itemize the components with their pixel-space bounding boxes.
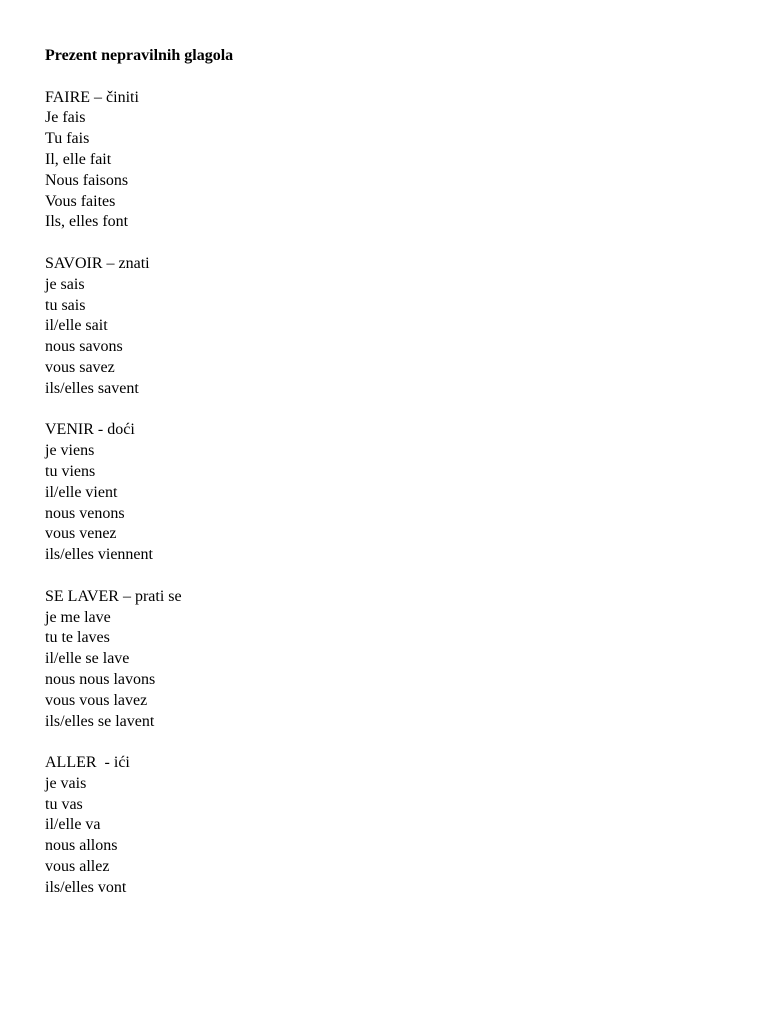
- verb-heading: SAVOIR – znati: [45, 254, 150, 272]
- verb-block-faire: [45, 88, 735, 234]
- conjugation-line: Vous faites: [45, 192, 116, 210]
- conjugation-line: nous nous lavons: [45, 670, 156, 688]
- conjugation-line: ils/elles savent: [45, 379, 139, 397]
- verb-heading: ALLER - ići: [45, 754, 130, 772]
- document-page: [45, 46, 735, 919]
- conjugation-line: il/elle vient: [45, 483, 118, 501]
- verb-block-se-laver: [45, 587, 735, 733]
- conjugation-line: ils/elles vont: [45, 878, 127, 896]
- conjugation-line: tu vas: [45, 795, 83, 813]
- conjugation-line: vous savez: [45, 358, 115, 376]
- conjugation-line: ils/elles se lavent: [45, 712, 155, 730]
- conjugation-line: je viens: [45, 442, 95, 460]
- conjugation-line: je vais: [45, 774, 87, 792]
- conjugation-line: Nous faisons: [45, 171, 129, 189]
- verb-block-aller: [45, 753, 735, 899]
- conjugation-line: nous venons: [45, 504, 125, 522]
- conjugation-line: nous allons: [45, 837, 118, 855]
- conjugation-line: Tu fais: [45, 130, 90, 148]
- conjugation-line: il/elle se lave: [45, 650, 130, 668]
- verb-heading: SE LAVER – prati se: [45, 587, 182, 605]
- conjugation-line: il/elle sait: [45, 317, 108, 335]
- verb-block-savoir: [45, 254, 735, 400]
- verb-heading: FAIRE – činiti: [45, 88, 139, 106]
- conjugation-line: vous vous lavez: [45, 691, 148, 709]
- conjugation-line: il/elle va: [45, 816, 101, 834]
- conjugation-line: je sais: [45, 275, 85, 293]
- conjugation-line: Je fais: [45, 109, 86, 127]
- conjugation-line: tu sais: [45, 296, 86, 314]
- conjugation-line: Ils, elles font: [45, 213, 129, 231]
- conjugation-line: tu viens: [45, 462, 96, 480]
- conjugation-line: nous savons: [45, 338, 123, 356]
- document-title: Prezent nepravilnih glagola: [45, 47, 234, 64]
- conjugation-line: Il, elle fait: [45, 150, 112, 168]
- conjugation-line: vous allez: [45, 858, 110, 876]
- conjugation-line: ils/elles viennent: [45, 546, 153, 564]
- conjugation-line: tu te laves: [45, 629, 110, 647]
- conjugation-line: je me lave: [45, 608, 111, 626]
- conjugation-line: vous venez: [45, 525, 117, 543]
- verb-block-venir: [45, 420, 735, 566]
- verb-heading: VENIR - doći: [45, 421, 135, 439]
